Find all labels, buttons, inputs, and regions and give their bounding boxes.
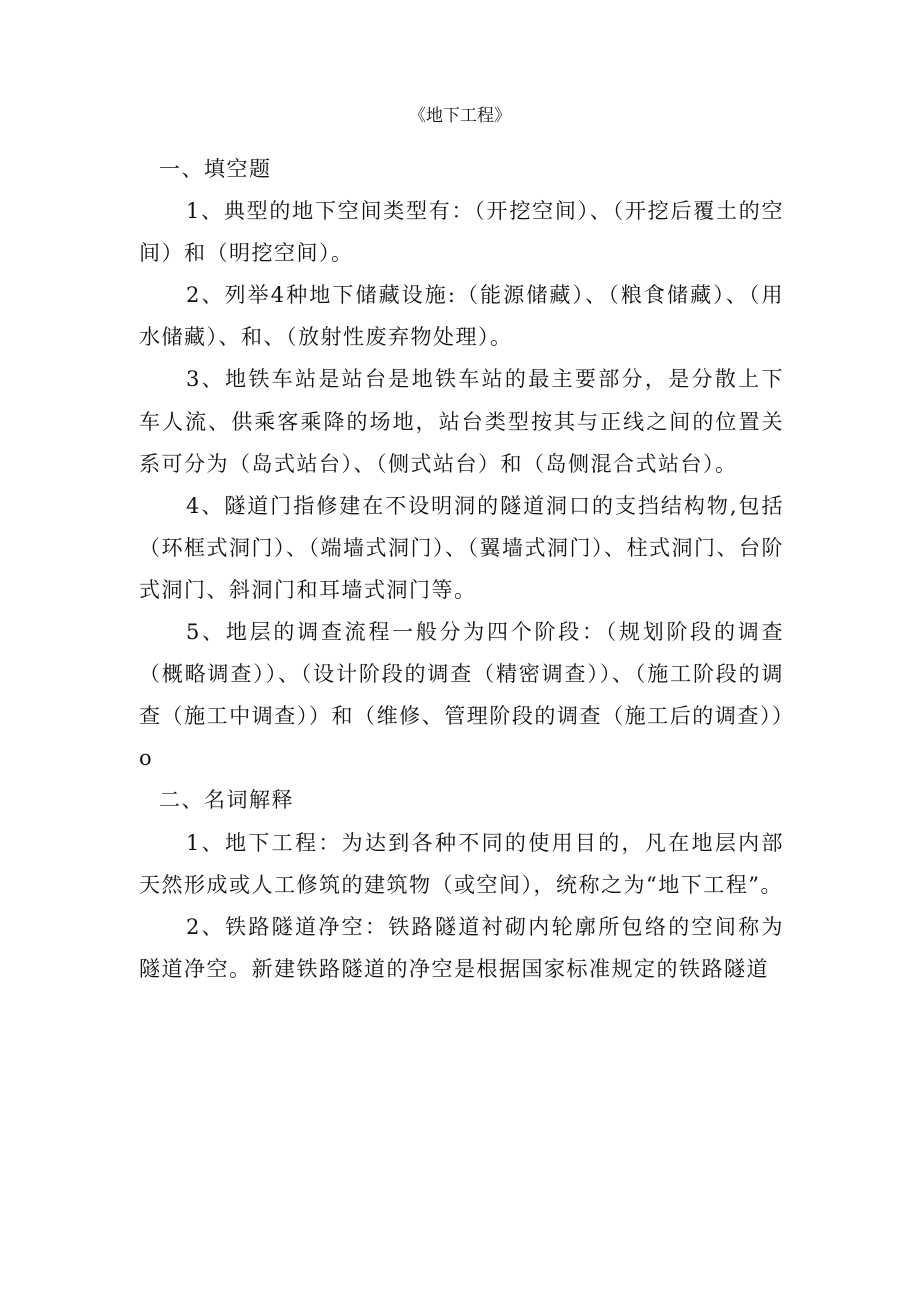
question-paragraph: 1、典型的地下空间类型有：（开挖空间）、（开挖后覆土的空间）和（明挖空间）。 (139, 199, 784, 266)
question-paragraph: 2、列举4种地下储藏设施:（能源储藏）、（粮食储藏）、（用水储藏）、和、（放射性废弃物处理）。 (139, 283, 784, 350)
section-heading-fill-in: 一、填空题 (159, 157, 272, 181)
question-paragraph: 3、地铁车站是站台是地铁车站的最主要部分，是分散上下车人流、供乘客乘降的场地，站台类型按其与正线之间的位置关系可分为（岛式站台）、（侧式站台）和（岛侧混合式站台）。 (139, 367, 784, 476)
section-heading-terms: 二、名词解释 (159, 788, 294, 813)
question-paragraph: 4、隧道门指修建在不设明洞的隧道洞口的支挡结构物,包括（环框式洞门）、（端墙式洞门）、（翼墙式洞门）、柱式洞门、台阶式洞门、斜洞门和耳墙式洞门等。 (139, 493, 784, 602)
document-title: 《地下工程》 (409, 106, 511, 126)
definition-paragraph: 1、地下工程：为达到各种不同的使用目的，凡在地层内部天然形成或人工修筑的建筑物（或空间），统称之为“地下工程”。 (139, 830, 784, 897)
document-body (139, 148, 784, 990)
question-paragraph: 5、地层的调查流程一般分为四个阶段：（规划阶段的调查（概略调查））、（设计阶段的调查（精密调查））、（施工阶段的调查（施工中调查））和（维修、管理阶段的调查（施工后的调查））o (139, 620, 784, 771)
definition-paragraph: 2、铁路隧道净空：铁路隧道衬砌内轮廓所包络的空间称为隧道净空。新建铁路隧道的净空是根据国家标准规定的铁路隧道 (139, 914, 784, 981)
